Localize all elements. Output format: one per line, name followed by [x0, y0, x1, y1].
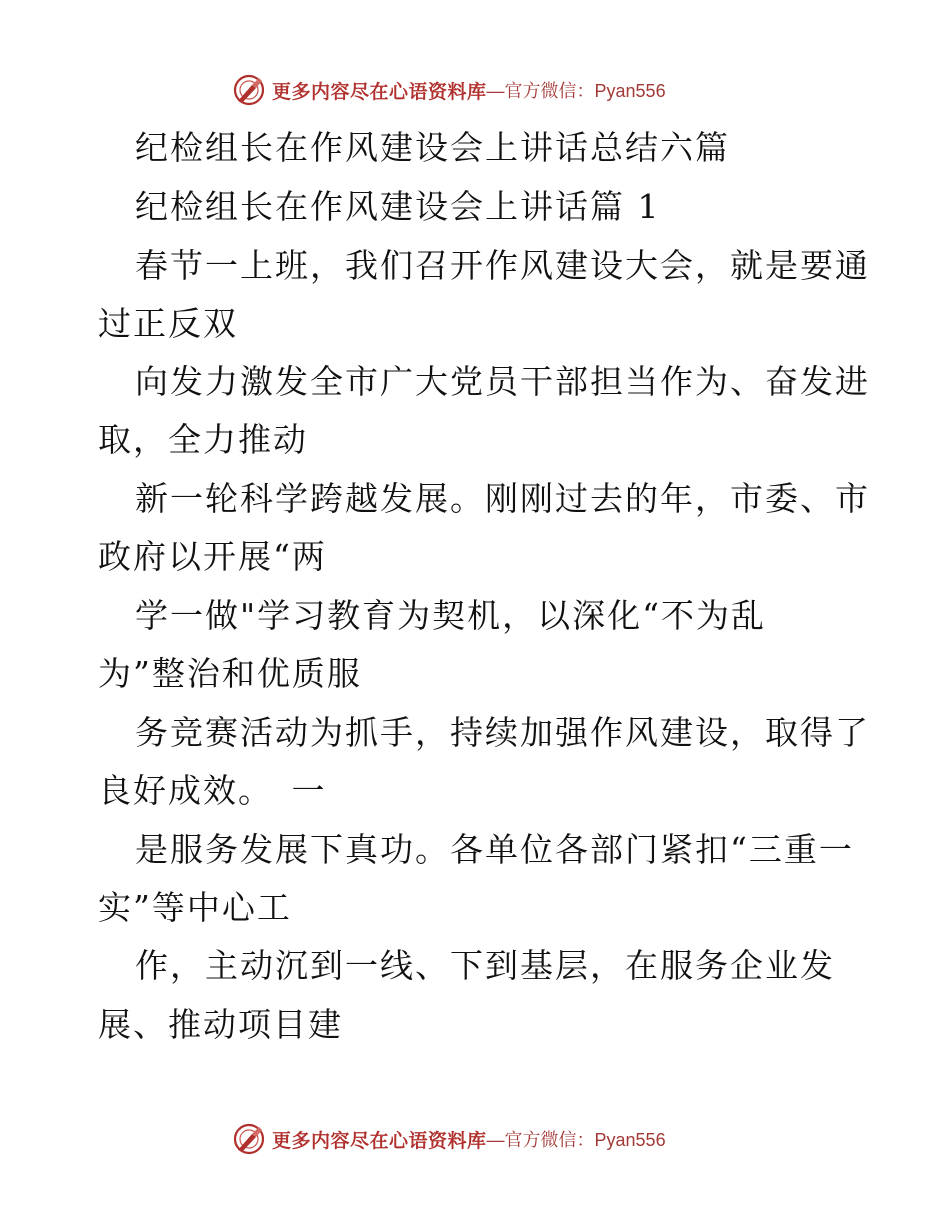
section-heading: 纪检组长在作风建设会上讲话篇 1: [135, 187, 661, 226]
text-line: 务竞赛活动为抓手，持续加强作风建设，取得了: [135, 713, 870, 752]
watermark-wechat-text: —官方微信：Pyan556: [486, 1130, 666, 1150]
text-line: 向发力激发全市广大党员干部担当作为、奋发进: [135, 362, 870, 401]
text-line: 政府以开展“两: [98, 537, 327, 576]
text-line: 作，主动沉到一线、下到基层，在服务企业发: [135, 946, 835, 985]
pen-logo-icon: [232, 73, 266, 107]
text-line: 过正反双: [98, 304, 238, 343]
watermark-wechat-text: —官方微信：Pyan556: [486, 81, 666, 101]
text-line: 良好成效。 一: [98, 771, 327, 810]
watermark-header: [232, 73, 666, 107]
pen-logo-icon: [232, 1122, 266, 1156]
text-line: 展、推动项目建: [98, 1005, 343, 1044]
watermark-main-text: 更多内容尽在心语资料库: [272, 1129, 487, 1152]
text-line: 取，全力推动: [98, 420, 308, 459]
text-line: 学一做"学习教育为契机，以深化“不为乱: [135, 596, 767, 635]
watermark-main-text: 更多内容尽在心语资料库: [272, 80, 487, 103]
text-line: 为”整治和优质服: [98, 654, 362, 693]
watermark-footer: [232, 1122, 666, 1156]
text-line: 实”等中心工: [98, 888, 292, 927]
text-line: 春节一上班，我们召开作风建设大会，就是要通: [135, 246, 870, 285]
document-title: 纪检组长在作风建设会上讲话总结六篇: [135, 128, 730, 167]
text-line: 是服务发展下真功。各单位各部门紧扣“三重一: [135, 830, 854, 869]
text-line: 新一轮科学跨越发展。刚刚过去的年，市委、市: [135, 479, 870, 518]
